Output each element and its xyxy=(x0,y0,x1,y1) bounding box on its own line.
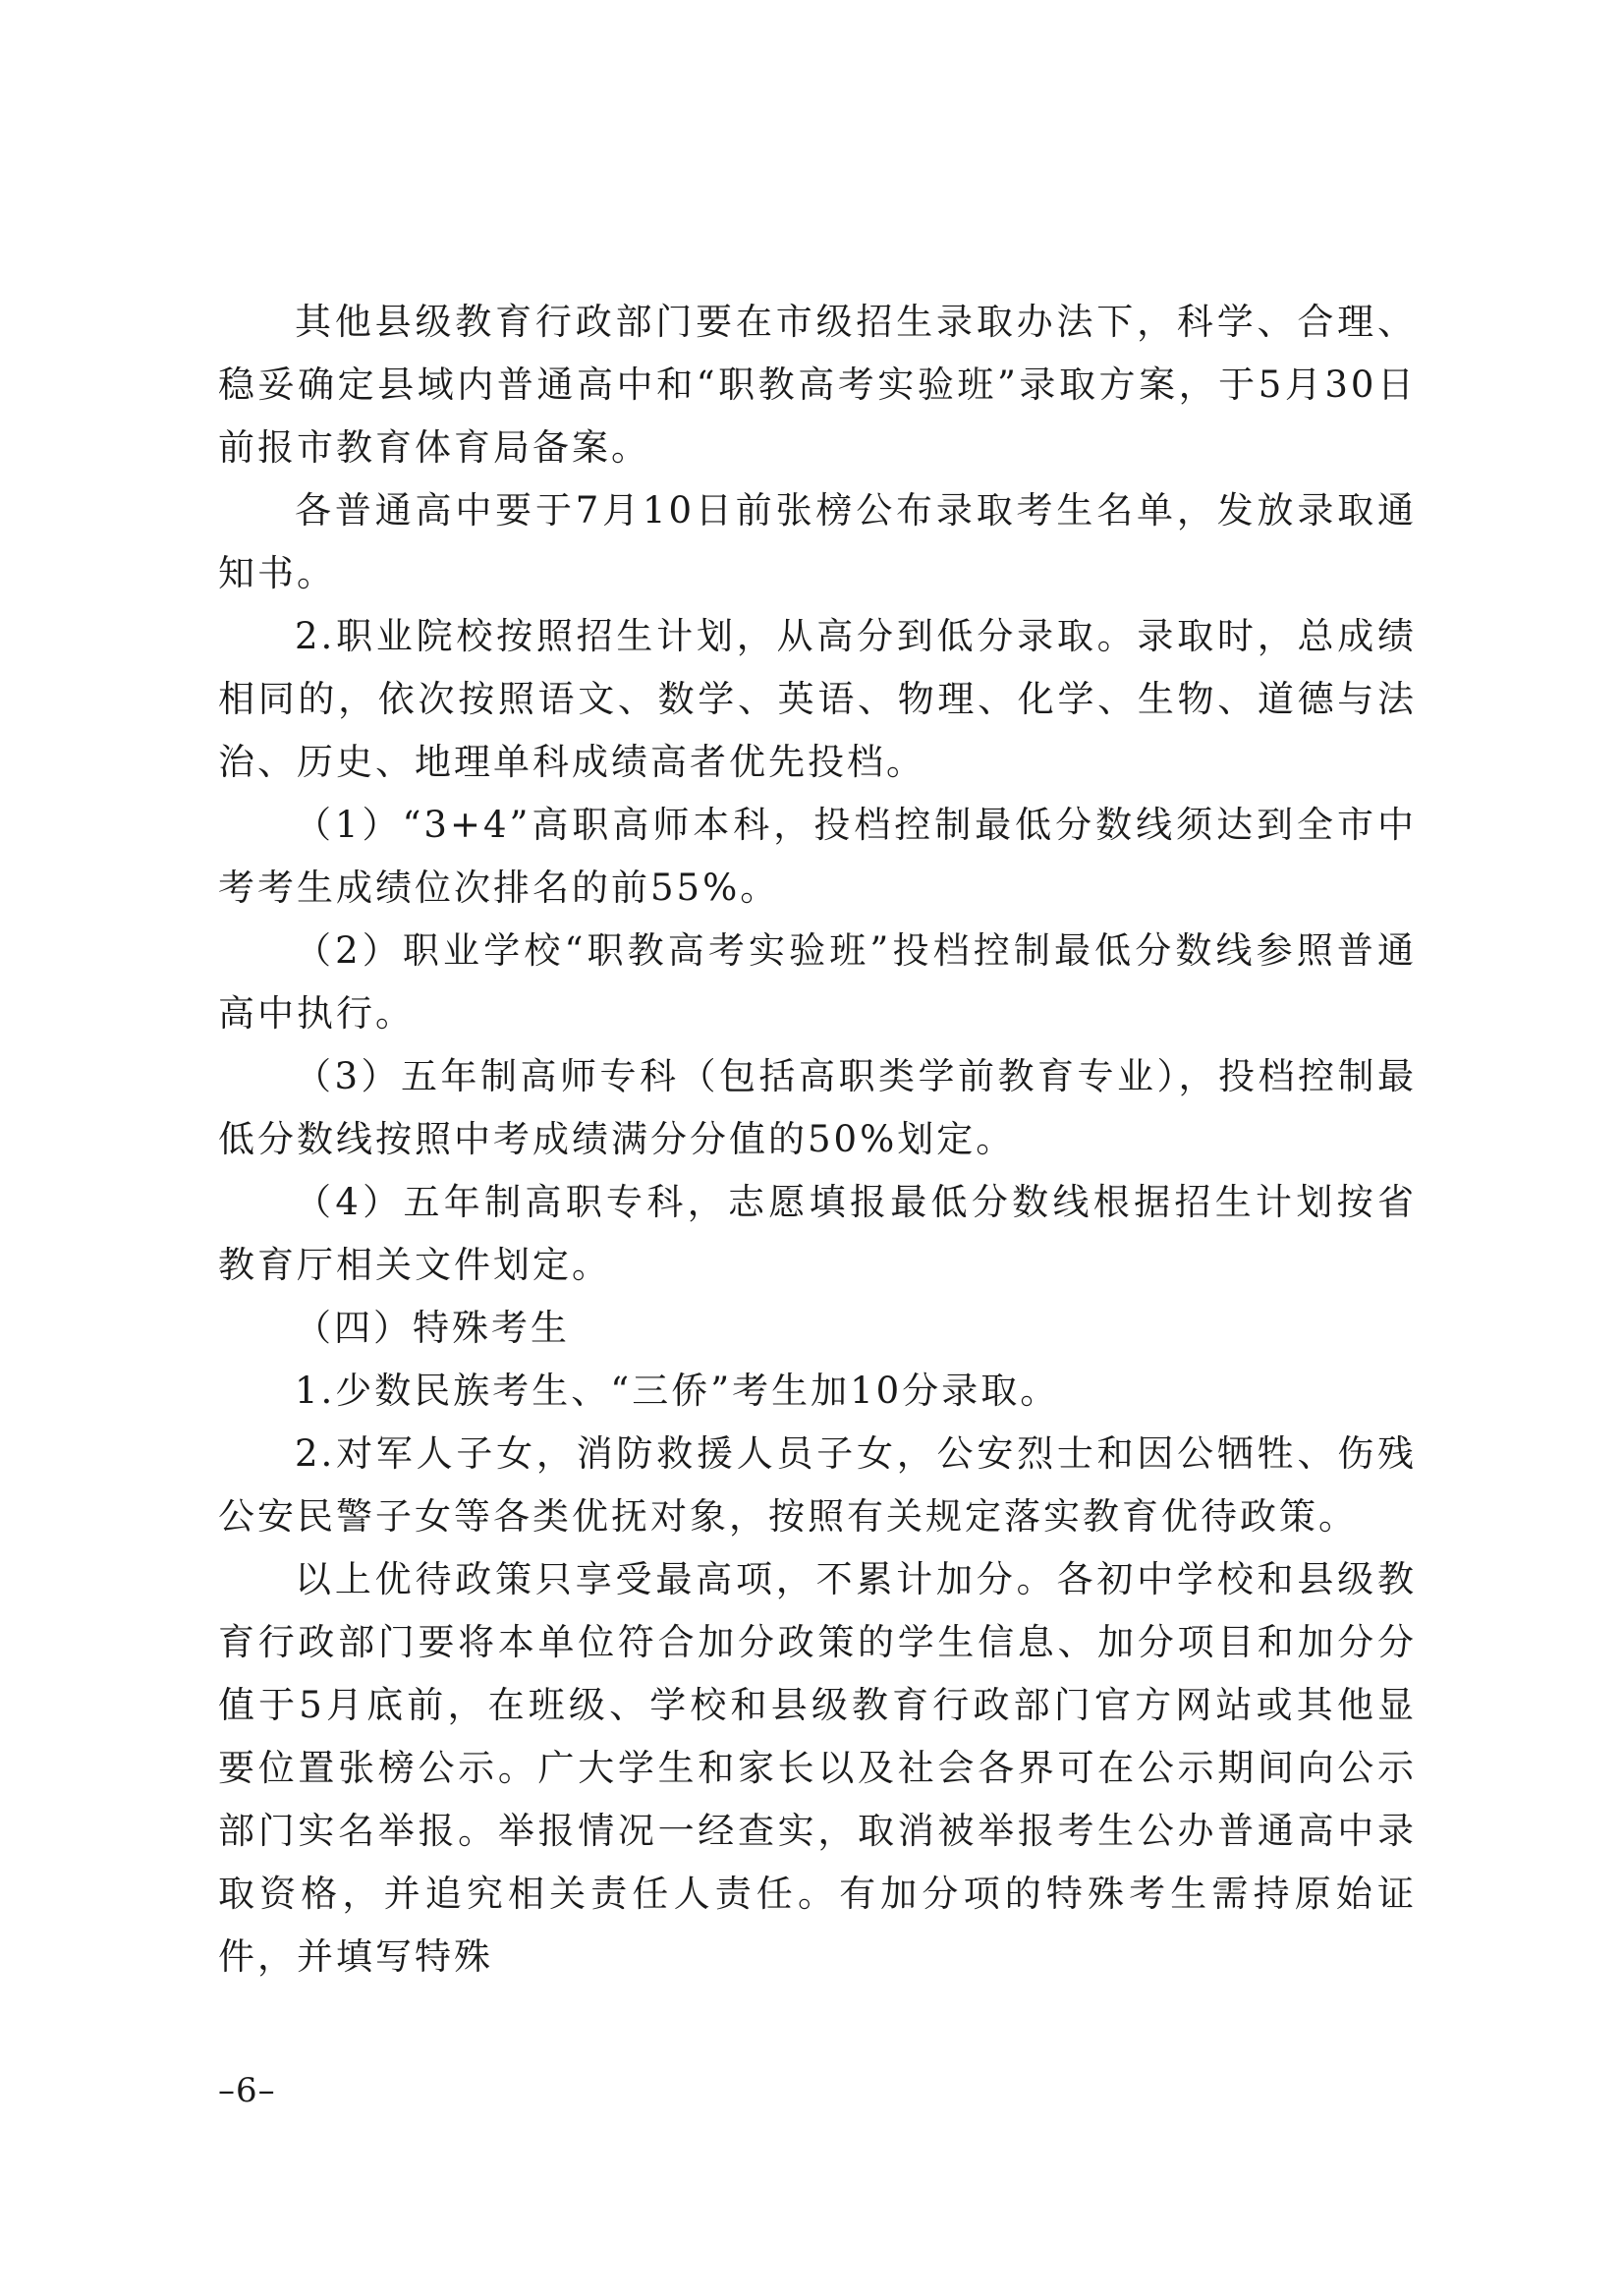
paragraph-special-1: 1.少数民族考生、“三侨”考生加10分录取。 xyxy=(295,1370,1060,1412)
paragraph-item-2: （2）职业学校“职教高考实验班”投档控制最低分数线参照普通高中执行。 xyxy=(218,929,1417,1035)
paragraph-item-1: （1）“3+4”高职高师本科，投档控制最低分数线须达到全市中考考生成绩位次排名的前55%。 xyxy=(218,804,1417,909)
paragraph-item-3: （3）五年制高师专科（包括高职类学前教育专业），投档控制最低分数线按照中考成绩满分分值的50%划定。 xyxy=(218,1055,1417,1160)
paragraph-vocational-admission: 2.职业院校按照招生计划，从高分到低分录取。录取时，总成绩相同的，依次按照语文、数学、英语、物理、化学、生物、道德与法治、历史、地理单科成绩高者优先投档。 xyxy=(218,615,1417,783)
document-body xyxy=(218,291,1417,1988)
paragraph-county-admission-plan: 其他县级教育行政部门要在市级招生录取办法下，科学、合理、稳妥确定县域内普通高中和“职教高考实验班”录取方案，于5月30日前报市教育体育局备案。 xyxy=(218,301,1417,469)
page-number: –6– xyxy=(218,2071,276,2110)
paragraph-policy-notice: 以上优待政策只享受最高项，不累计加分。各初中学校和县级教育行政部门要将本单位符合加分政策的学生信息、加分项目和加分分值于5月底前，在班级、学校和县级教育行政部门官方网站或其他显要位置张榜公示。广大学生和家长以及社会各界可在公示期间向公示部门实名举报。举报情况一经查实，取消被举报考生公办普通高中录取资格，并追究相关责任人责任。有加分项的特殊考生需持原始证件，并填写特殊 xyxy=(218,1558,1417,1978)
section-heading-special-candidates: （四）特殊考生 xyxy=(295,1307,570,1349)
paragraph-admission-notice: 各普通高中要于7月10日前张榜公布录取考生名单，发放录取通知书。 xyxy=(218,489,1417,594)
paragraph-special-2: 2.对军人子女，消防救援人员子女，公安烈士和因公牺牲、伤残公安民警子女等各类优抚对象，按照有关规定落实教育优待政策。 xyxy=(218,1432,1417,1538)
paragraph-item-4: （4）五年制高职专科，志愿填报最低分数线根据招生计划按省教育厅相关文件划定。 xyxy=(218,1181,1417,1286)
